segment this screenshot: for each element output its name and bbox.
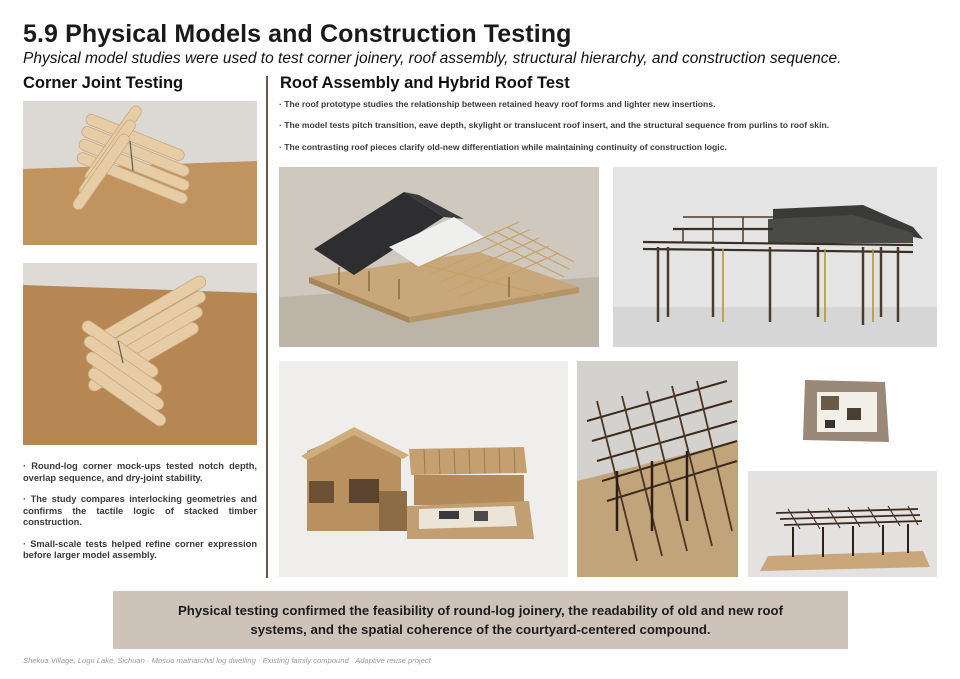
hybrid-roof-model-photo: [279, 167, 599, 347]
conclusion-banner: [113, 591, 848, 649]
plan-box-model-photo: [755, 368, 937, 460]
project-footer: Shekua Village, Lugu Lake, Sichuan · Mosuo matriarchal log dwelling · Existing family compound · Adaptive reuse project: [23, 656, 431, 665]
conclusion-text: Physical testing confirmed the feasibility of round-log joinery, the readability of old and new roof systems, and the spatial coherence of the courtyard-centered compound.: [178, 602, 783, 637]
roof-bullet-3: · The contrasting roof pieces clarify old-new differentiation while maintaining continuity of construction logic.: [279, 141, 727, 152]
corner-joint-photo-1: [23, 101, 257, 245]
corner-bullet-1: · Round-log corner mock-ups tested notch depth, overlap sequence, and dry-joint stability.: [23, 461, 257, 483]
timber-frame-model-photo: [577, 361, 738, 577]
frame-roof-model-photo: [613, 167, 937, 347]
page-subtitle: Physical model studies were used to test corner joinery, roof assembly, structural hierarchy, and construction sequence.: [23, 50, 842, 67]
page-title: 5.9 Physical Models and Construction Testing: [23, 20, 572, 48]
section-divider: [266, 76, 268, 578]
corner-joint-photo-2: [23, 263, 257, 445]
corner-joint-bullets: [23, 461, 257, 572]
low-frame-model-photo: [748, 471, 937, 577]
courtyard-cardboard-model-photo: [279, 361, 568, 577]
corner-bullet-2: · The study compares interlocking geometries and confirms the tactile logic of stacked timber construction.: [23, 494, 257, 528]
roof-bullet-2: · The model tests pitch transition, eave depth, skylight or translucent roof insert, and the structural sequence from purlins to roof skin.: [279, 120, 830, 131]
roof-assembly-bullets: [279, 99, 939, 163]
roof-assembly-heading: Roof Assembly and Hybrid Roof Test: [280, 74, 570, 92]
corner-joint-heading: Corner Joint Testing: [23, 74, 184, 92]
corner-bullet-3: · Small-scale tests helped refine corner expression before larger model assembly.: [23, 538, 257, 561]
roof-bullet-1: · The roof prototype studies the relationship between retained heavy roof forms and lighter new insertions.: [279, 99, 716, 109]
